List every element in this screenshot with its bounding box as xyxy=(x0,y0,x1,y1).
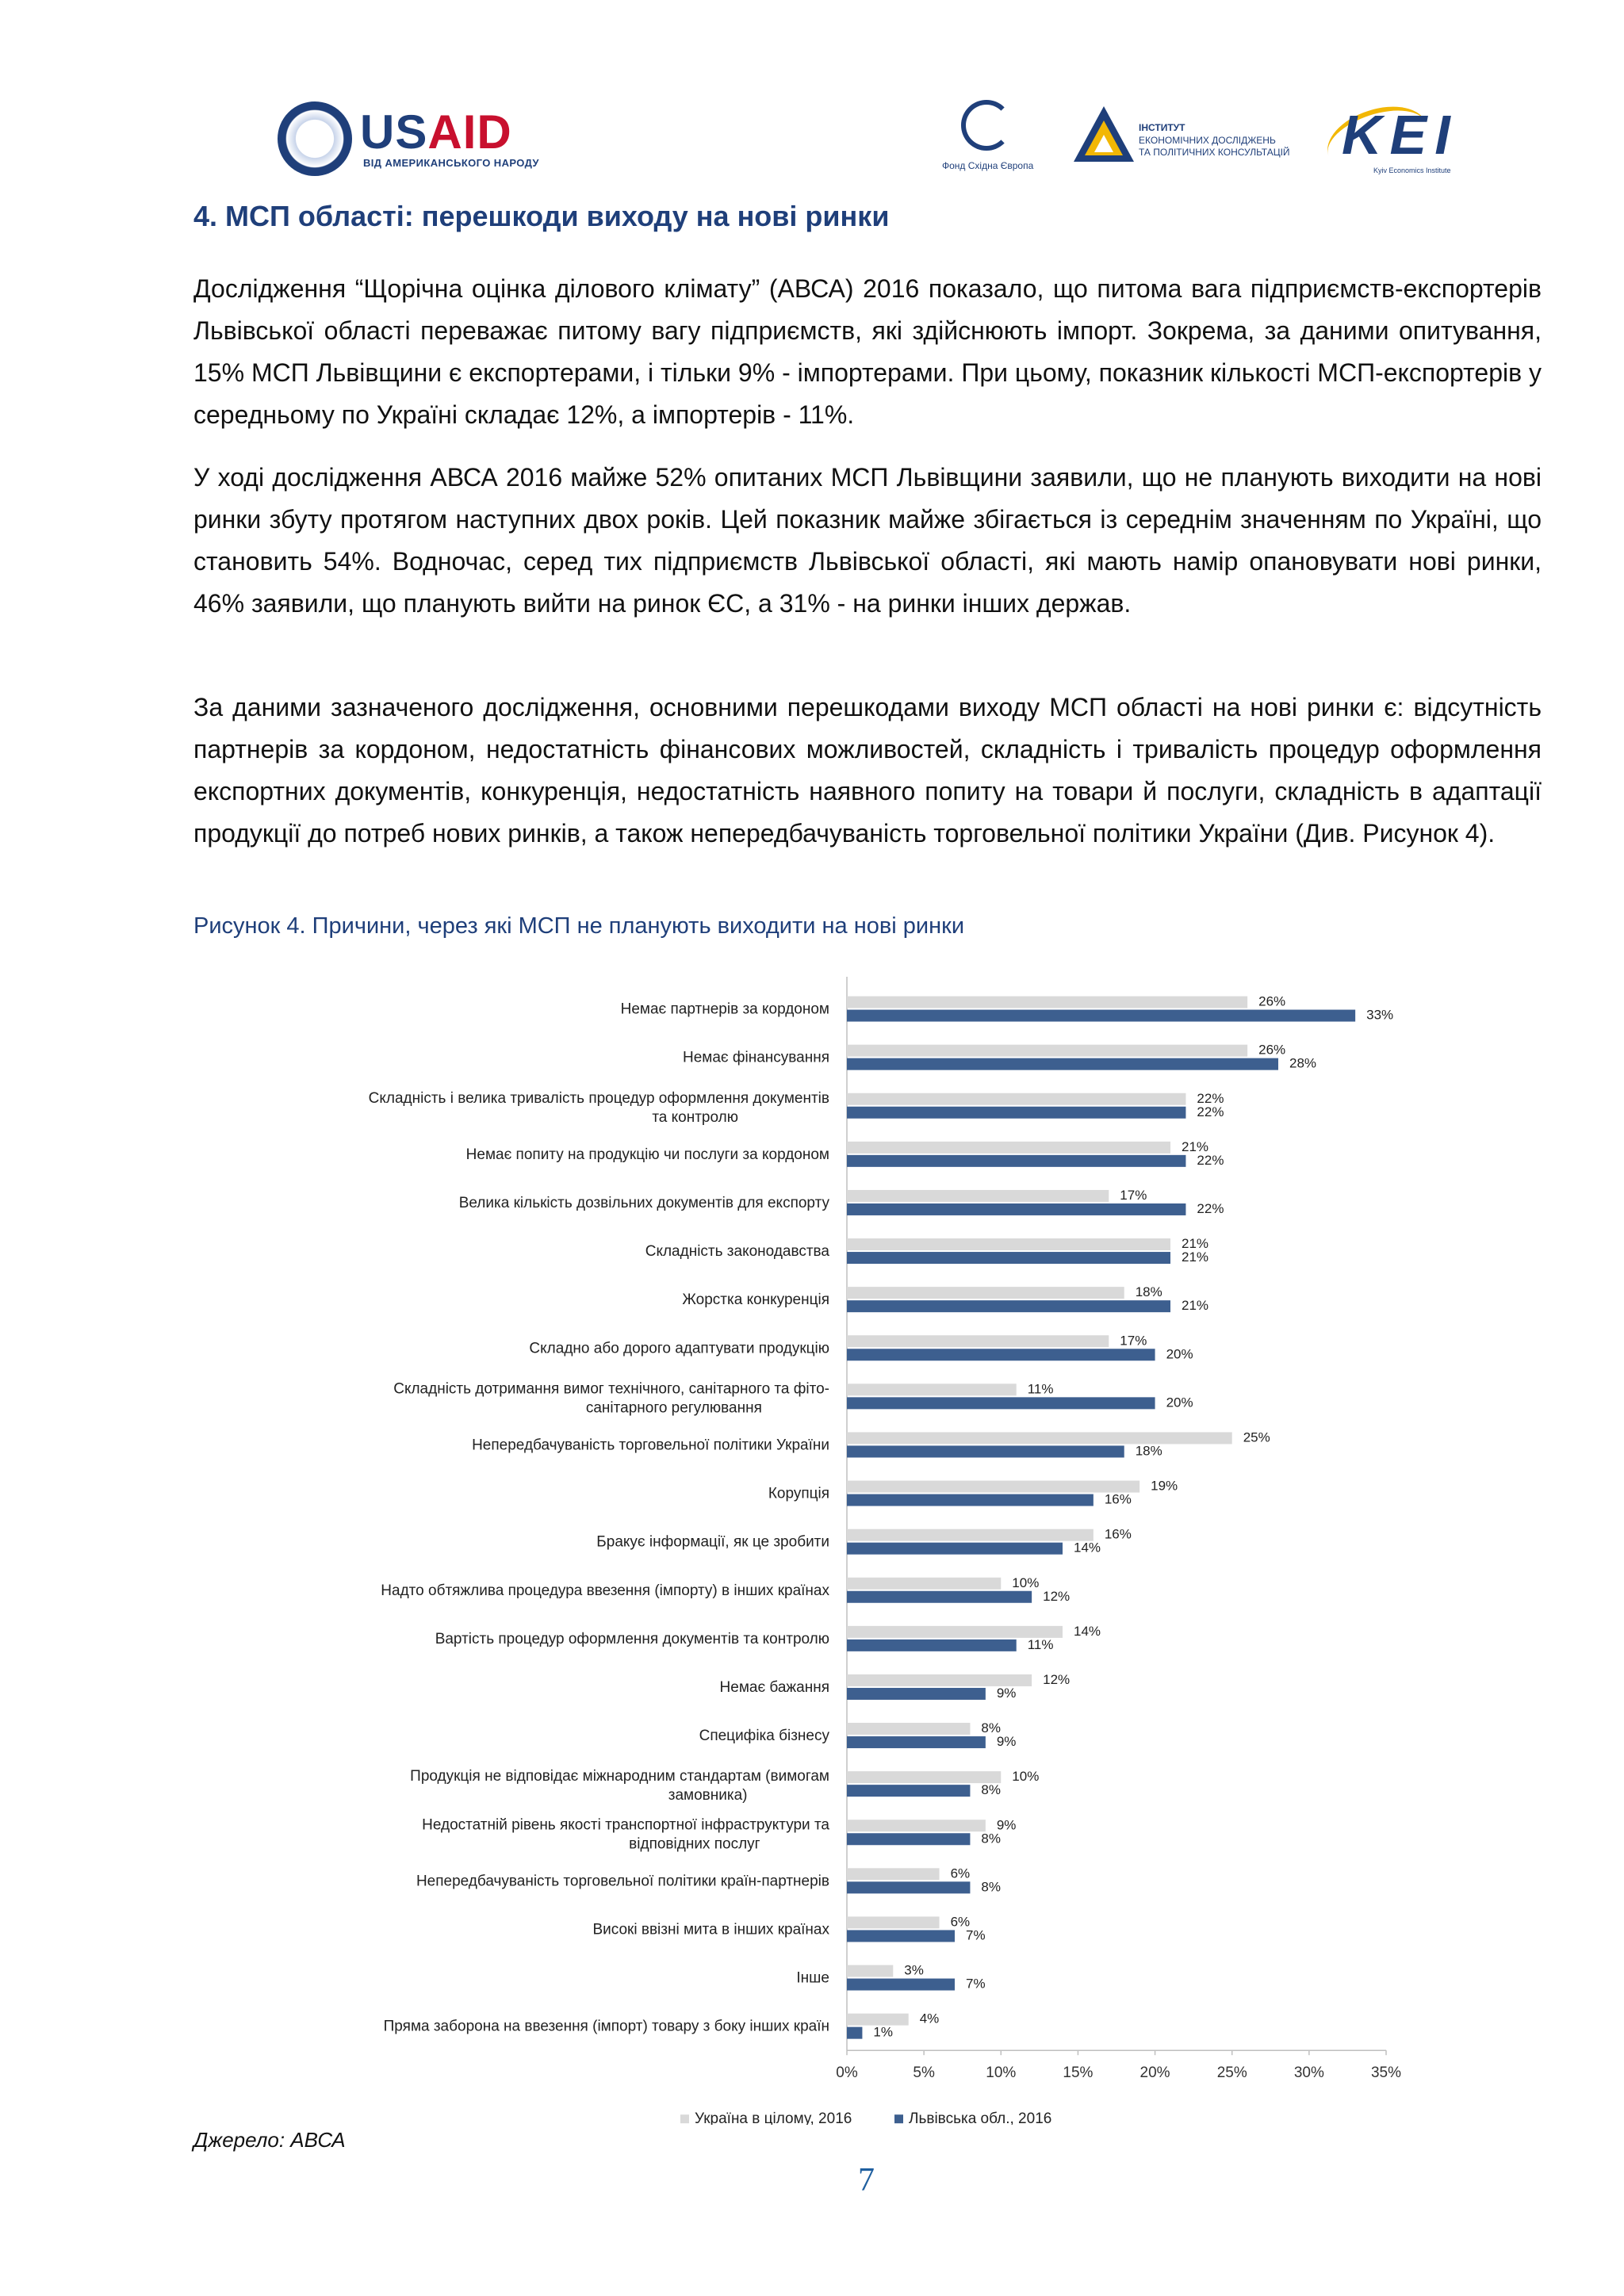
category-label: Жорстка конкуренція xyxy=(682,1292,829,1309)
bar-ukraine xyxy=(847,2014,909,2026)
ier-logo xyxy=(1072,103,1310,174)
bar-lviv xyxy=(847,2027,862,2039)
bar-lviv xyxy=(847,1203,1185,1215)
data-label-ukraine: 3% xyxy=(904,1962,924,1978)
section-heading: 4. МСП області: перешкоди виходу на нові ринки xyxy=(193,200,890,232)
usaid-tagline: ВІД АМЕРИКАНСЬКОГО НАРОДУ xyxy=(363,157,539,169)
category-label: Надто обтяжлива процедура ввезення (імпорту) в інших країнах xyxy=(381,1582,829,1599)
bar-lviv xyxy=(847,1300,1170,1312)
category-label: Високі ввізні мита в інших країнах xyxy=(592,1921,829,1938)
category-label: Складно або дорого адаптувати продукцію xyxy=(529,1340,829,1357)
bar-lviv xyxy=(847,1930,955,1942)
kei-wordmark: KEI xyxy=(1342,104,1458,166)
bar-lviv xyxy=(847,1688,986,1700)
ier-line1: ІНСТИТУТ xyxy=(1139,122,1185,133)
data-label-lviv: 14% xyxy=(1074,1540,1101,1556)
east-europe-foundation-logo xyxy=(942,100,1037,179)
category-label: Специфіка бізнесу xyxy=(699,1728,829,1745)
bar-ukraine xyxy=(847,1626,1063,1638)
category-label: Інше xyxy=(796,1969,829,1987)
bar-lviv xyxy=(847,1640,1017,1651)
bar-lviv xyxy=(847,1349,1155,1360)
bar-ukraine xyxy=(847,1820,986,1831)
bar-ukraine xyxy=(847,1045,1247,1057)
usaid-logo xyxy=(278,101,539,181)
data-label-ukraine: 10% xyxy=(1012,1769,1040,1785)
paragraph-3: За даними зазначеного дослідження, основними перешкодами виходу МСП області на нові ринки є: відсутність партнерів за кордоном, недостатність фінансових можливостей, складність і тривалість процедур оформлення експортних документів, конкуренція, недостатність наявного попиту на товари й послуги, складність в адаптації продукції до потреб нових ринків, а також непередбачуваність торговельної політики України (Див. Рисунок 4). xyxy=(193,693,1542,848)
category-label: Непередбачуваність торговельної політики України xyxy=(472,1437,829,1454)
ier-line3: ТА ПОЛІТИЧНИХ КОНСУЛЬТАЦІЙ xyxy=(1139,147,1290,158)
data-label-ukraine: 10% xyxy=(1012,1575,1040,1590)
ier-triangle-icon xyxy=(1072,103,1136,166)
data-label-lviv: 8% xyxy=(981,1782,1002,1798)
bar-lviv xyxy=(847,1107,1185,1119)
foundation-ring-icon xyxy=(961,100,1012,151)
x-tick-label: 35% xyxy=(1370,2064,1402,2082)
category-label: Складність дотримання вимог технічного, санітарного та фіто- xyxy=(393,1380,829,1398)
bar-ukraine xyxy=(847,1481,1139,1493)
data-label-ukraine: 12% xyxy=(1043,1671,1071,1687)
foundation-name: Фонд Східна Європа xyxy=(942,160,1034,171)
data-label-ukraine: 6% xyxy=(950,1866,971,1881)
page-number: 7 xyxy=(858,2162,875,2198)
category-label: Складність і велика тривалість процедур оформлення документів xyxy=(368,1089,829,1107)
kei-subtitle: Kyiv Economics Institute xyxy=(1373,166,1451,174)
bar-lviv xyxy=(847,1785,970,1797)
source-note: Джерело: АВСА xyxy=(193,2128,346,2152)
bar-chart-svg xyxy=(190,951,1522,2125)
category-label: Складність законодавства xyxy=(645,1243,829,1261)
category-label-line2: замовника) xyxy=(668,1787,748,1804)
data-label-lviv: 22% xyxy=(1197,1104,1224,1119)
bar-ukraine xyxy=(847,1578,1001,1590)
data-label-lviv: 20% xyxy=(1166,1346,1193,1362)
x-tick-label: 5% xyxy=(913,2064,935,2082)
bar-lviv xyxy=(847,1543,1063,1555)
bar-lviv xyxy=(847,1833,970,1845)
category-label: Пряма заборона на ввезення (імпорт) товару з боку інших країн xyxy=(383,2018,829,2035)
category-label: Продукція не відповідає міжнародним стандартам (вимогам xyxy=(410,1768,829,1785)
bar-ukraine xyxy=(847,997,1247,1008)
bar-chart xyxy=(190,951,1522,2125)
data-label-ukraine: 22% xyxy=(1197,1090,1224,1106)
data-label-lviv: 9% xyxy=(996,1734,1017,1750)
data-label-lviv: 7% xyxy=(966,1976,986,1992)
data-label-lviv: 20% xyxy=(1166,1395,1193,1410)
data-label-ukraine: 19% xyxy=(1151,1478,1178,1494)
figure-caption: Рисунок 4. Причини, через які МСП не планують виходити на нові ринки xyxy=(193,913,965,939)
category-label: Непередбачуваність торговельної політики країн-партнерів xyxy=(416,1873,829,1890)
category-label: Немає бажання xyxy=(719,1678,829,1696)
bar-ukraine xyxy=(847,1965,893,1977)
category-label: Недостатній рівень якості транспортної інфраструктури та xyxy=(422,1816,829,1834)
category-label: Немає попиту на продукцію чи послуги за кордоном xyxy=(465,1146,829,1163)
kei-logo xyxy=(1326,100,1484,179)
data-label-lviv: 11% xyxy=(1027,1636,1054,1652)
bar-lviv xyxy=(847,1397,1155,1409)
paragraph-2: У ході дослідження АВСА 2016 майже 52% опитаних МСП Львівщини заявили, що не планують виходити на нові ринки збуту протягом наступних двох років. Цей показник майже збігається із середнім значенням по Україні, що становить 54%. Водночас, серед тих підприємств Львівської області, які мають намір опановувати нові ринки, 46% заявили, що планують вийти на ринок ЄС, а 31% - на ринки інших держав. xyxy=(193,463,1542,618)
bar-lviv xyxy=(847,1494,1094,1506)
category-label: Бракує інформації, як це зробити xyxy=(596,1533,829,1551)
data-label-lviv: 7% xyxy=(966,1927,986,1943)
category-label: Немає фінансування xyxy=(682,1049,829,1066)
bar-lviv xyxy=(847,1155,1185,1167)
category-label: Корупція xyxy=(768,1485,829,1502)
bar-ukraine xyxy=(847,1723,970,1735)
bar-lviv xyxy=(847,1445,1124,1457)
bar-lviv xyxy=(847,1881,970,1893)
legend-swatch-ukraine xyxy=(680,2114,689,2123)
bar-lviv xyxy=(847,1252,1170,1264)
data-label-lviv: 12% xyxy=(1043,1588,1071,1604)
category-label: Велика кількість дозвільних документів для експорту xyxy=(458,1194,829,1211)
data-label-ukraine: 11% xyxy=(1027,1381,1054,1397)
data-label-ukraine: 21% xyxy=(1182,1138,1209,1154)
data-label-ukraine: 14% xyxy=(1074,1623,1101,1639)
data-label-lviv: 21% xyxy=(1182,1298,1209,1314)
data-label-ukraine: 4% xyxy=(919,2011,940,2026)
data-label-lviv: 33% xyxy=(1366,1007,1394,1023)
ier-line2: ЕКОНОМІЧНИХ ДОСЛІДЖЕНЬ xyxy=(1139,135,1276,146)
legend-label-lviv: Львівська обл., 2016 xyxy=(909,2110,1052,2125)
data-label-lviv: 1% xyxy=(873,2024,894,2040)
x-tick-label: 30% xyxy=(1293,2064,1324,2082)
x-tick-label: 15% xyxy=(1063,2064,1094,2082)
data-label-lviv: 21% xyxy=(1182,1249,1209,1265)
bar-ukraine xyxy=(847,1287,1124,1299)
x-tick-label: 20% xyxy=(1139,2064,1170,2082)
usaid-wordmark: USAID xyxy=(360,105,512,159)
data-label-ukraine: 8% xyxy=(981,1720,1002,1736)
data-label-ukraine: 17% xyxy=(1120,1187,1147,1203)
bar-ukraine xyxy=(847,1432,1232,1444)
bar-ukraine xyxy=(847,1771,1001,1783)
bar-lviv xyxy=(847,1591,1032,1603)
data-label-ukraine: 26% xyxy=(1258,993,1286,1009)
data-label-ukraine: 9% xyxy=(996,1817,1017,1833)
bar-ukraine xyxy=(847,1142,1170,1154)
data-label-lviv: 8% xyxy=(981,1879,1002,1895)
bar-ukraine xyxy=(847,1529,1094,1541)
bar-lviv xyxy=(847,1979,955,1991)
bar-ukraine xyxy=(847,1674,1032,1686)
bar-ukraine xyxy=(847,1868,940,1880)
data-label-ukraine: 18% xyxy=(1135,1284,1162,1300)
bar-ukraine xyxy=(847,1093,1185,1105)
x-tick-label: 0% xyxy=(836,2064,858,2082)
bar-lviv xyxy=(847,1736,986,1748)
data-label-ukraine: 25% xyxy=(1243,1429,1270,1445)
data-label-lviv: 18% xyxy=(1135,1443,1162,1459)
data-label-lviv: 22% xyxy=(1197,1152,1224,1168)
category-label-line2: та контролю xyxy=(652,1108,738,1126)
data-label-lviv: 8% xyxy=(981,1831,1002,1846)
data-label-ukraine: 16% xyxy=(1104,1526,1132,1542)
data-label-ukraine: 17% xyxy=(1120,1333,1147,1349)
data-label-ukraine: 26% xyxy=(1258,1042,1286,1058)
bar-lviv xyxy=(847,1058,1278,1070)
data-label-lviv: 22% xyxy=(1197,1200,1224,1216)
category-label: Вартість процедур оформлення документів та контролю xyxy=(435,1630,829,1647)
bar-ukraine xyxy=(847,1238,1170,1250)
data-label-ukraine: 6% xyxy=(950,1914,971,1930)
bar-ukraine xyxy=(847,1335,1109,1347)
legend-label-ukraine: Україна в цілому, 2016 xyxy=(695,2110,852,2125)
data-label-lviv: 16% xyxy=(1104,1491,1132,1507)
data-label-ukraine: 21% xyxy=(1182,1236,1209,1252)
bar-lviv xyxy=(847,1010,1355,1022)
bar-ukraine xyxy=(847,1190,1109,1202)
data-label-lviv: 9% xyxy=(996,1685,1017,1701)
category-label-line2: санітарного регулювання xyxy=(585,1399,762,1417)
x-tick-label: 25% xyxy=(1216,2064,1247,2082)
data-label-lviv: 28% xyxy=(1289,1055,1317,1071)
bar-ukraine xyxy=(847,1383,1017,1395)
usaid-seal-icon xyxy=(278,101,352,176)
paragraph-1: Дослідження “Щорічна оцінка ділового клімату” (АВСА) 2016 показало, що питома вага підприємств-експортерів Львівської області переважає питому вагу підприємств, які здійснюють імпорт. Зокрема, за даними опитування, 15% МСП Львівщини є експортерами, і тільки 9% - імпортерами. При цьому, показник кількості МСП-експортерів у середньому по Україні складає 12%, а імпортерів - 11%. xyxy=(193,274,1542,429)
category-label: Немає партнерів за кордоном xyxy=(620,1001,829,1018)
legend-swatch-lviv xyxy=(894,2114,903,2123)
category-label-line2: відповідних послуг xyxy=(629,1835,760,1853)
x-tick-label: 10% xyxy=(986,2064,1017,2082)
bar-ukraine xyxy=(847,1916,940,1928)
logo-strip xyxy=(0,0,1624,190)
